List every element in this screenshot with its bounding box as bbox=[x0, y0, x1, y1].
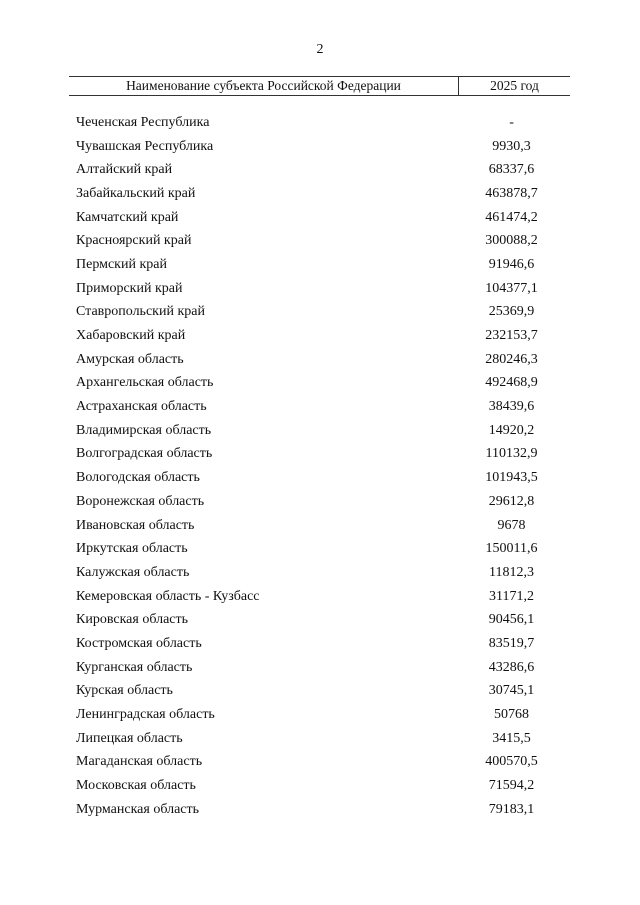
value-2025-cell: 29612,8 bbox=[488, 493, 535, 509]
subject-name-cell: Чеченская Республика bbox=[76, 114, 210, 130]
subject-name-cell: Кировская область bbox=[76, 612, 189, 628]
subject-name-cell: Магаданская область bbox=[76, 754, 203, 770]
table-row bbox=[76, 324, 570, 348]
value-2025-cell: 91946,6 bbox=[488, 256, 535, 272]
subject-name-cell: Приморский край bbox=[76, 280, 183, 296]
value-2025-cell: 25369,9 bbox=[488, 304, 535, 320]
subject-name-cell: Волгоградская область bbox=[76, 446, 213, 462]
table-row bbox=[76, 703, 570, 727]
value-2025-cell: 31171,2 bbox=[489, 588, 535, 604]
value-2025-cell: 300088,2 bbox=[485, 233, 538, 249]
table-row bbox=[76, 656, 570, 680]
value-2025-cell: 11812,3 bbox=[489, 564, 535, 580]
subject-name-cell: Ставропольский край bbox=[76, 304, 205, 320]
table-row bbox=[76, 277, 570, 301]
value-2025-cell: 50768 bbox=[494, 707, 530, 723]
table-row bbox=[76, 253, 570, 277]
value-2025-cell: 83519,7 bbox=[488, 635, 535, 651]
value-2025-cell: 101943,5 bbox=[485, 470, 538, 486]
table-row bbox=[76, 774, 570, 798]
subject-name-cell: Владимирская область bbox=[76, 422, 212, 438]
table-row bbox=[76, 206, 570, 230]
value-2025-cell: 38439,6 bbox=[488, 399, 535, 415]
value-2025-cell: 463878,7 bbox=[485, 185, 538, 201]
table-row bbox=[76, 537, 570, 561]
subject-name-cell: Пермский край bbox=[76, 256, 167, 272]
subject-name-cell: Московская область bbox=[76, 778, 196, 794]
subject-name-cell: Хабаровский край bbox=[76, 328, 186, 344]
subject-name-cell: Мурманская область bbox=[76, 801, 200, 817]
value-2025-cell: 30745,1 bbox=[488, 683, 535, 699]
table-header bbox=[69, 76, 570, 96]
value-2025-cell: 110132,9 bbox=[485, 446, 538, 462]
value-2025-cell: 9678 bbox=[497, 517, 526, 533]
column-header-year: 2025 год bbox=[490, 78, 539, 93]
table-row bbox=[76, 727, 570, 751]
value-2025-cell: 9930,3 bbox=[492, 138, 531, 154]
value-2025-cell: - bbox=[509, 114, 514, 130]
subject-name-cell: Вологодская область bbox=[76, 470, 200, 486]
page-number: 2 bbox=[316, 42, 324, 57]
value-2025-cell: 79183,1 bbox=[488, 801, 535, 817]
table-row bbox=[76, 680, 570, 704]
subject-name-cell: Липецкая область bbox=[76, 730, 183, 746]
subject-name-cell: Костромская область bbox=[76, 635, 202, 651]
table-row bbox=[76, 419, 570, 443]
value-2025-cell: 150011,6 bbox=[485, 541, 538, 557]
table-body bbox=[76, 111, 570, 822]
subject-name-cell: Воронежская область bbox=[76, 493, 205, 509]
subject-name-cell: Архангельская область bbox=[76, 375, 214, 391]
subject-name-cell: Забайкальский край bbox=[76, 185, 196, 201]
value-2025-cell: 43286,6 bbox=[488, 659, 535, 675]
table-row bbox=[76, 585, 570, 609]
table-row bbox=[76, 632, 570, 656]
subject-name-cell: Астраханская область bbox=[76, 399, 207, 415]
subject-name-cell: Курганская область bbox=[76, 659, 193, 675]
value-2025-cell: 104377,1 bbox=[485, 280, 538, 296]
table-row bbox=[76, 608, 570, 632]
table-row bbox=[76, 111, 570, 135]
table-row bbox=[76, 514, 570, 538]
subject-name-cell: Амурская область bbox=[76, 351, 184, 367]
table-row bbox=[76, 301, 570, 325]
value-2025-cell: 3415,5 bbox=[492, 730, 531, 746]
subject-name-cell: Ивановская область bbox=[76, 517, 195, 533]
table-row bbox=[76, 182, 570, 206]
subject-name-cell: Калужская область bbox=[76, 564, 190, 580]
table-row bbox=[76, 395, 570, 419]
subject-name-cell: Алтайский край bbox=[76, 162, 173, 178]
value-2025-cell: 400570,5 bbox=[485, 754, 538, 770]
table-row bbox=[76, 751, 570, 775]
column-header-subject: Наименование субъекта Российской Федерации bbox=[69, 77, 459, 95]
subject-name-cell: Иркутская область bbox=[76, 541, 188, 557]
value-2025-cell: 71594,2 bbox=[488, 778, 535, 794]
value-2025-cell: 461474,2 bbox=[485, 209, 538, 225]
table-row bbox=[76, 229, 570, 253]
value-2025-cell: 232153,7 bbox=[485, 328, 538, 344]
value-2025-cell: 280246,3 bbox=[485, 351, 538, 367]
subject-name-cell: Кемеровская область - Кузбасс bbox=[76, 588, 260, 604]
table-row bbox=[76, 443, 570, 467]
table-row bbox=[76, 135, 570, 159]
table-row bbox=[76, 466, 570, 490]
value-2025-cell: 492468,9 bbox=[485, 375, 538, 391]
table-row bbox=[76, 798, 570, 822]
subject-name-cell: Чувашская Республика bbox=[76, 138, 214, 154]
subject-name-cell: Камчатский край bbox=[76, 209, 179, 225]
subject-name-cell: Красноярский край bbox=[76, 233, 192, 249]
value-2025-cell: 14920,2 bbox=[488, 422, 535, 438]
table-row bbox=[76, 348, 570, 372]
value-2025-cell: 68337,6 bbox=[488, 162, 535, 178]
table-row bbox=[76, 372, 570, 396]
table-row bbox=[76, 158, 570, 182]
subject-name-cell: Курская область bbox=[76, 683, 173, 699]
value-2025-cell: 90456,1 bbox=[488, 612, 535, 628]
subject-name-cell: Ленинградская область bbox=[76, 707, 215, 723]
table-row bbox=[76, 561, 570, 585]
table-row bbox=[76, 490, 570, 514]
